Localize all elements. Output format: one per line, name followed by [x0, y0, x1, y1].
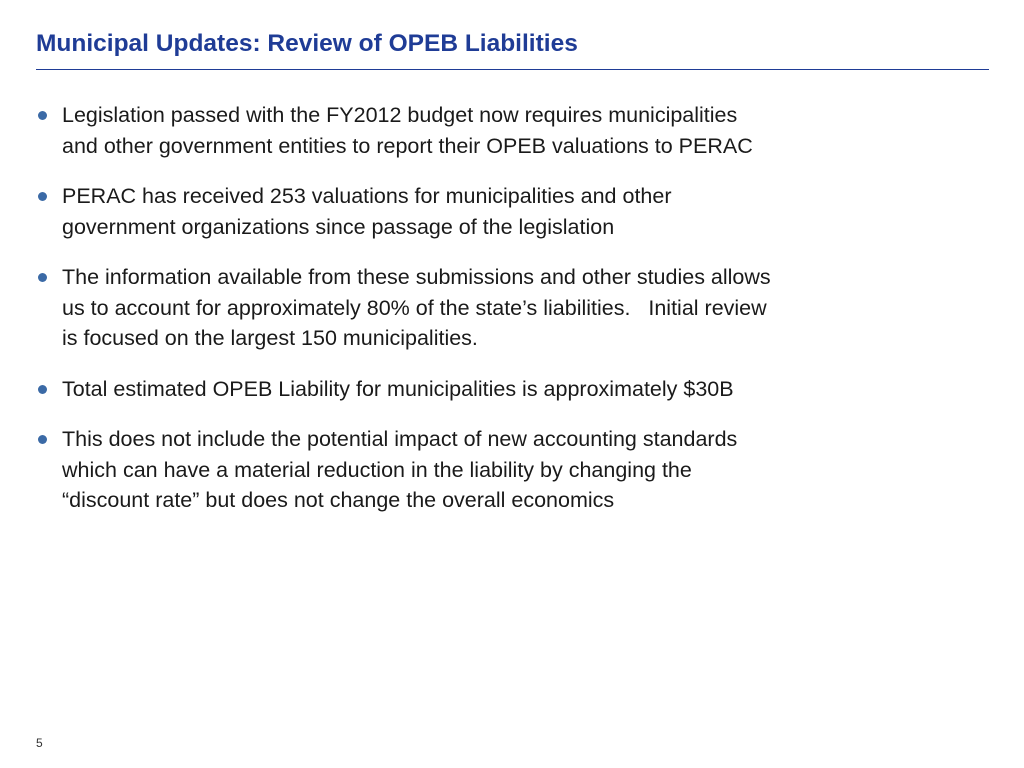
bullet-dot-icon: [38, 435, 47, 444]
bullet-text-line: Total estimated OPEB Liability for municipalities is approximately $30B: [62, 376, 734, 401]
bullet-text-line: PERAC has received 253 valuations for municipalities and other: [62, 184, 672, 208]
bullet-text-line: The information available from these submissions and other studies allows: [62, 265, 771, 289]
bullet-dot-icon: [38, 385, 47, 394]
bullet-item: [36, 262, 936, 354]
bullet-text-line: government organizations since passage of the legislation: [62, 214, 615, 239]
bullet-dot-icon: [38, 111, 47, 120]
bullet-text-line: “discount rate” but does not change the overall economics: [62, 488, 615, 512]
bullet-dot-icon: [38, 273, 47, 282]
bullet-item: [36, 374, 936, 405]
title-divider: [36, 69, 989, 70]
slide-title: Municipal Updates: Review of OPEB Liabilities: [36, 30, 578, 57]
bullet-text-line: which can have a material reduction in the liability by changing the: [62, 457, 692, 482]
bullet-text-line: us to account for approximately 80% of the state’s liabilities. Initial review: [62, 295, 767, 320]
bullet-list: [36, 100, 936, 536]
page-number: 5: [36, 736, 43, 750]
bullet-text-line: and other government entities to report their OPEB valuations to PERAC: [62, 133, 753, 158]
bullet-item: [36, 100, 936, 161]
bullet-text-line: is focused on the largest 150 municipalities.: [62, 326, 478, 350]
bullet-text-line: Legislation passed with the FY2012 budget now requires municipalities: [62, 103, 738, 127]
bullet-dot-icon: [38, 192, 47, 201]
bullet-text-line: This does not include the potential impact of new accounting standards: [62, 427, 738, 451]
bullet-item: [36, 424, 936, 516]
bullet-item: [36, 181, 936, 242]
